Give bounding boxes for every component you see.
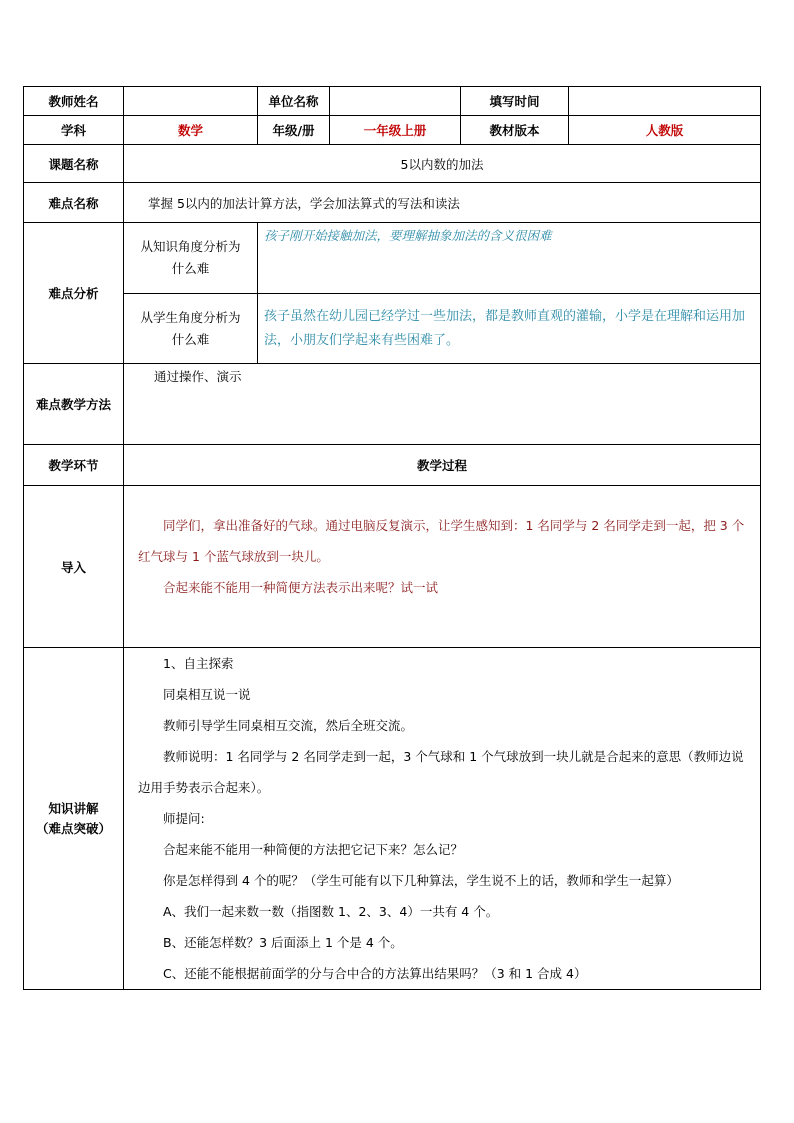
intro-line-1: 同学们，拿出准备好的气球。通过电脑反复演示，让学生感知到：1 名同学与 2 名同学走到一起，把 3 个红气球与 1 个蓝气球放到一块儿。 <box>138 518 745 564</box>
difficulty-value: 掌握 5以内的加法计算方法，学会加法算式的写法和读法 <box>124 183 761 223</box>
unit-name-cell[interactable] <box>330 87 461 116</box>
topic-value: 5以内数的加法 <box>124 145 761 183</box>
knowledge-label-line1: 知识讲解 <box>48 800 99 816</box>
knowledge-line-4: 教师说明：1 名同学与 2 名同学走到一起，3 个气球和 1 个气球放到一块儿就是合起来的意思（教师边说边用手势表示合起来）。 <box>138 749 744 795</box>
knowledge-angle-label: 从知识角度分析为什么难 <box>124 223 258 294</box>
analysis-label: 难点分析 <box>24 223 124 364</box>
lesson-plan-page <box>23 86 760 990</box>
textbook-value: 人教版 <box>569 116 761 145</box>
row-analysis-student <box>24 294 761 364</box>
intro-line-2: 合起来能不能用一种简便方法表示出来呢？试一试 <box>163 580 439 595</box>
knowledge-line-2: 同桌相互说一说 <box>163 687 251 702</box>
unit-name-label: 单位名称 <box>258 87 330 116</box>
student-angle-label: 从学生角度分析为什么难 <box>124 294 258 364</box>
knowledge-line-6: 合起来能不能用一种简便的方法把它记下来？怎么记？ <box>163 842 464 857</box>
method-value: 通过操作、演示 <box>124 364 761 445</box>
knowledge-line-5: 师提问: <box>163 811 205 826</box>
textbook-label: 教材版本 <box>461 116 569 145</box>
grade-label: 年级/册 <box>258 116 330 145</box>
row-analysis-knowledge <box>24 223 761 294</box>
method-label: 难点教学方法 <box>24 364 124 445</box>
knowledge-line-3: 教师引导学生同桌相互交流，然后全班交流。 <box>163 718 414 733</box>
student-angle-value: 孩子虽然在幼儿园已经学过一些加法，都是教师直观的灌输，小学是在理解和运用加法，小朋友们学起来有些困难了。 <box>258 294 761 364</box>
difficulty-label: 难点名称 <box>24 183 124 223</box>
knowledge-angle-value: 孩子刚开始接触加法，要理解抽象加法的含义很困难 <box>258 223 761 294</box>
topic-label: 课题名称 <box>24 145 124 183</box>
row-intro <box>24 486 761 648</box>
knowledge-line-1: 1、自主探索 <box>163 656 234 671</box>
subject-value: 数学 <box>124 116 258 145</box>
stage-label: 教学环节 <box>24 445 124 486</box>
process-label: 教学过程 <box>124 445 761 486</box>
grade-value: 一年级上册 <box>330 116 461 145</box>
knowledge-line-7: 你是怎样得到 4 个的呢？（学生可能有以下几种算法，学生说不上的话，教师和学生一起算） <box>163 873 679 888</box>
lesson-plan-table <box>23 86 761 990</box>
knowledge-line-8: A、我们一起来数一数（指图数 1、2、3、4）一共有 4 个。 <box>163 904 499 919</box>
teacher-name-cell[interactable] <box>124 87 258 116</box>
knowledge-line-9: B、还能怎样数？3 后面添上 1 个是 4 个。 <box>163 935 403 950</box>
row-method <box>24 364 761 445</box>
knowledge-line-10: C、还能不能根据前面学的分与合中合的方法算出结果吗？（3 和 1 合成 4） <box>163 966 587 981</box>
knowledge-label-line2: （难点突破） <box>35 820 111 836</box>
knowledge-content <box>124 648 761 990</box>
teacher-name-label: 教师姓名 <box>24 87 124 116</box>
knowledge-label <box>24 648 124 990</box>
row-teacher-info <box>24 87 761 116</box>
intro-content <box>124 486 761 648</box>
row-knowledge <box>24 648 761 990</box>
row-subject-info <box>24 116 761 145</box>
row-difficulty <box>24 183 761 223</box>
row-topic <box>24 145 761 183</box>
intro-label: 导入 <box>24 486 124 648</box>
fill-time-label: 填写时间 <box>461 87 569 116</box>
row-process-header <box>24 445 761 486</box>
subject-label: 学科 <box>24 116 124 145</box>
fill-time-cell[interactable] <box>569 87 761 116</box>
